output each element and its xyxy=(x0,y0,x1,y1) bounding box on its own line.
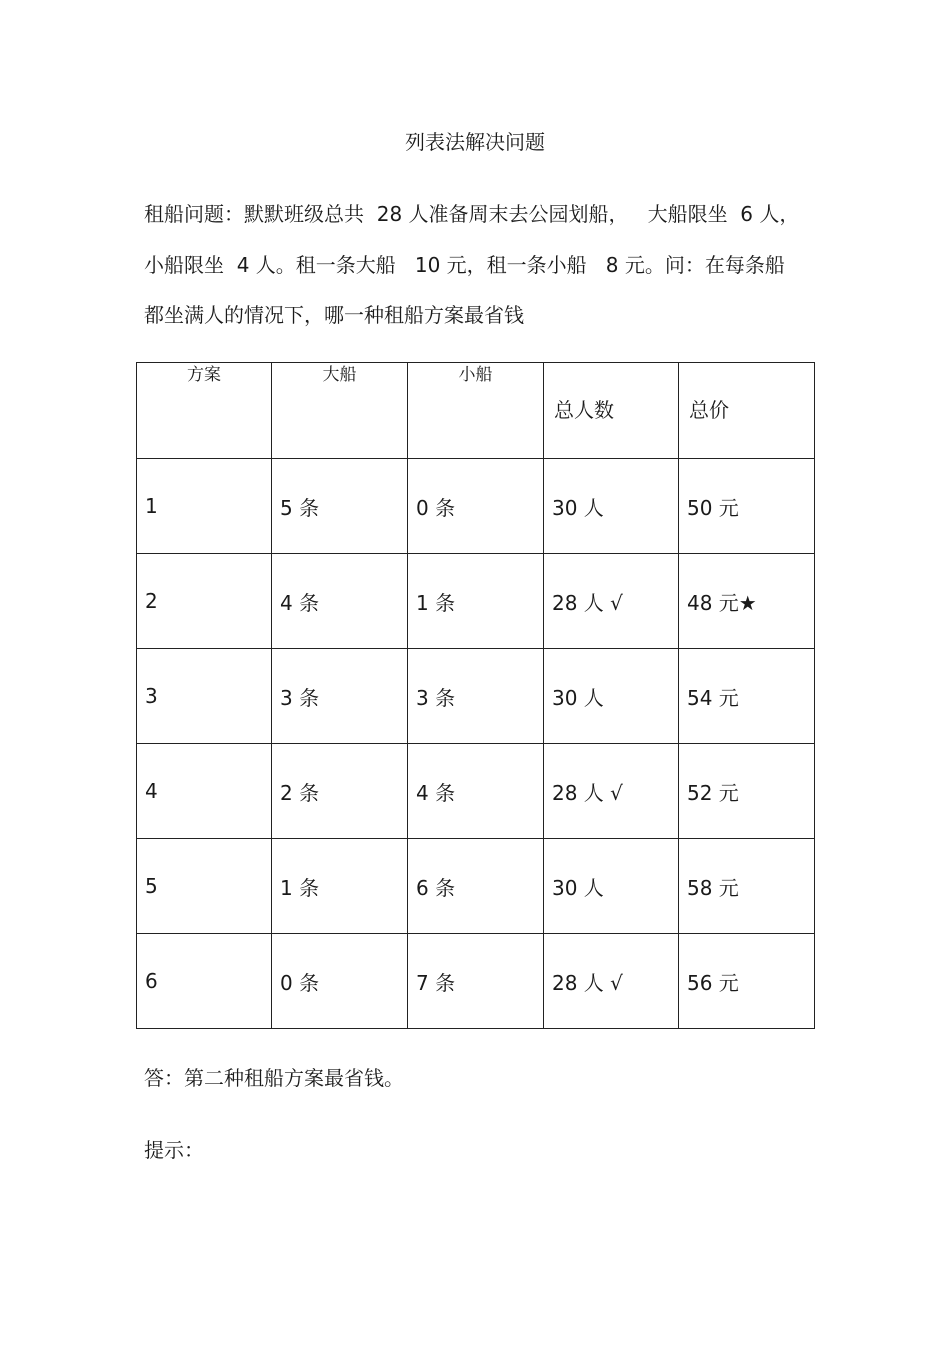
cell-total-people: 30 人 xyxy=(544,839,679,934)
table-row xyxy=(137,839,815,934)
cell-plan: 6 xyxy=(137,934,272,1029)
header-total-people xyxy=(544,363,679,459)
cell-total-people: 30 人 xyxy=(544,459,679,554)
table-row xyxy=(137,744,815,839)
cell-total-people: 28 人 √ xyxy=(544,554,679,649)
table-row xyxy=(137,459,815,554)
header-total-price-label: 总价 xyxy=(689,398,729,422)
header-small-boat xyxy=(408,363,544,459)
cell-total-price: 56 元 xyxy=(679,934,815,1029)
header-total-people-label: 总人数 xyxy=(554,398,614,422)
cell-total-price: 50 元 xyxy=(679,459,815,554)
header-large-boat xyxy=(272,363,408,459)
header-small-boat-label: 小船 xyxy=(458,365,493,385)
header-total-price xyxy=(679,363,815,459)
cell-plan: 3 xyxy=(137,649,272,744)
cell-total-people: 28 人 √ xyxy=(544,934,679,1029)
cell-total-price: 54 元 xyxy=(679,649,815,744)
table-row xyxy=(137,934,815,1029)
cell-plan: 2 xyxy=(137,554,272,649)
cell-total-price: 58 元 xyxy=(679,839,815,934)
document-title: 列表法解决问题 xyxy=(405,130,545,154)
cell-plan: 4 xyxy=(137,744,272,839)
cell-plan: 1 xyxy=(137,459,272,554)
cell-small-boat: 1 条 xyxy=(408,554,544,649)
cell-small-boat: 0 条 xyxy=(408,459,544,554)
header-plan-label: 方案 xyxy=(187,365,221,385)
table-header-row xyxy=(137,363,815,459)
cell-small-boat: 7 条 xyxy=(408,934,544,1029)
problem-line-3: 都坐满人的情况下，哪一种租船方案最省钱 xyxy=(144,303,524,327)
cell-large-boat: 1 条 xyxy=(272,839,408,934)
rental-plan-table xyxy=(136,362,815,1029)
cell-large-boat: 3 条 xyxy=(272,649,408,744)
cell-large-boat: 2 条 xyxy=(272,744,408,839)
cell-plan: 5 xyxy=(137,839,272,934)
hint-label: 提示： xyxy=(144,1138,204,1162)
cell-total-price: 52 元 xyxy=(679,744,815,839)
cell-small-boat: 3 条 xyxy=(408,649,544,744)
cell-large-boat: 4 条 xyxy=(272,554,408,649)
problem-line-2: 小船限坐 4 人。租一条大船 10 元，租一条小船 8 元。问：在每条船 xyxy=(144,253,785,277)
header-large-boat-label: 大船 xyxy=(322,365,357,385)
cell-small-boat: 6 条 xyxy=(408,839,544,934)
problem-line-1: 租船问题：默默班级总共 28 人准备周末去公园划船， 大船限坐 6 人， xyxy=(144,202,800,226)
header-plan xyxy=(137,363,272,459)
table-row xyxy=(137,649,815,744)
cell-large-boat: 0 条 xyxy=(272,934,408,1029)
cell-total-people: 28 人 √ xyxy=(544,744,679,839)
table-row xyxy=(137,554,815,649)
cell-small-boat: 4 条 xyxy=(408,744,544,839)
cell-total-price: 48 元★ xyxy=(679,554,815,649)
cell-large-boat: 5 条 xyxy=(272,459,408,554)
cell-total-people: 30 人 xyxy=(544,649,679,744)
answer-text: 答：第二种租船方案最省钱。 xyxy=(144,1066,404,1090)
